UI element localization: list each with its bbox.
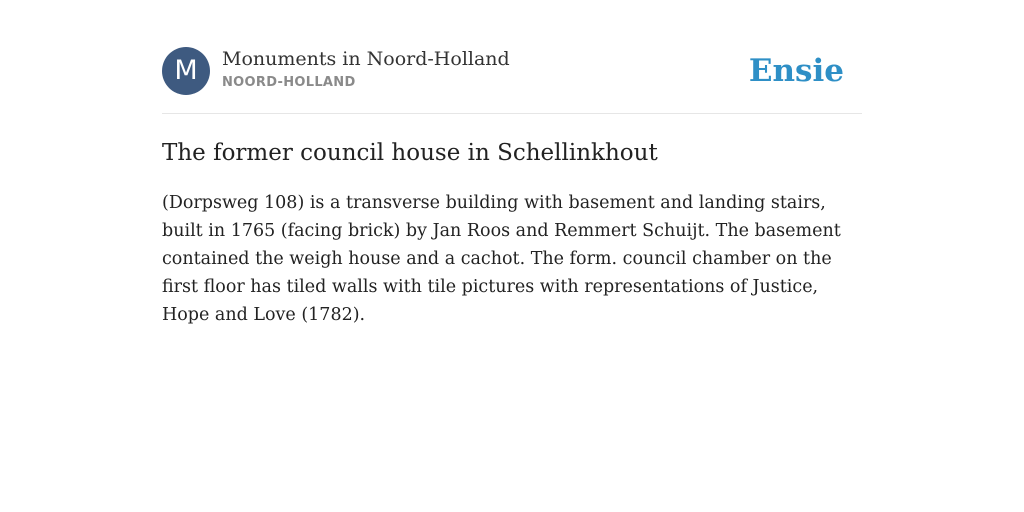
content-card [162,0,862,512]
article-body: (Dorpsweg 108) is a transverse building with basement and landing stairs, built in 1765 (facing brick) by Jan Roos and Remmert Schuijt. The basement contained the weigh house and a cachot. The form. council chamber on the first floor has tiled walls with tile pictures with representations of Justice, Hope and Love (1782). [162,193,841,325]
avatar[interactable]: M [162,47,210,95]
ensie-logo[interactable]: Ensie [748,53,844,89]
divider [162,113,862,114]
category-title[interactable]: Monuments in Noord-Holland [222,48,510,70]
article-title: The former council house in Schellinkhout [162,140,658,166]
category-subtitle: NOORD-HOLLAND [222,75,356,90]
category-header [162,47,862,95]
